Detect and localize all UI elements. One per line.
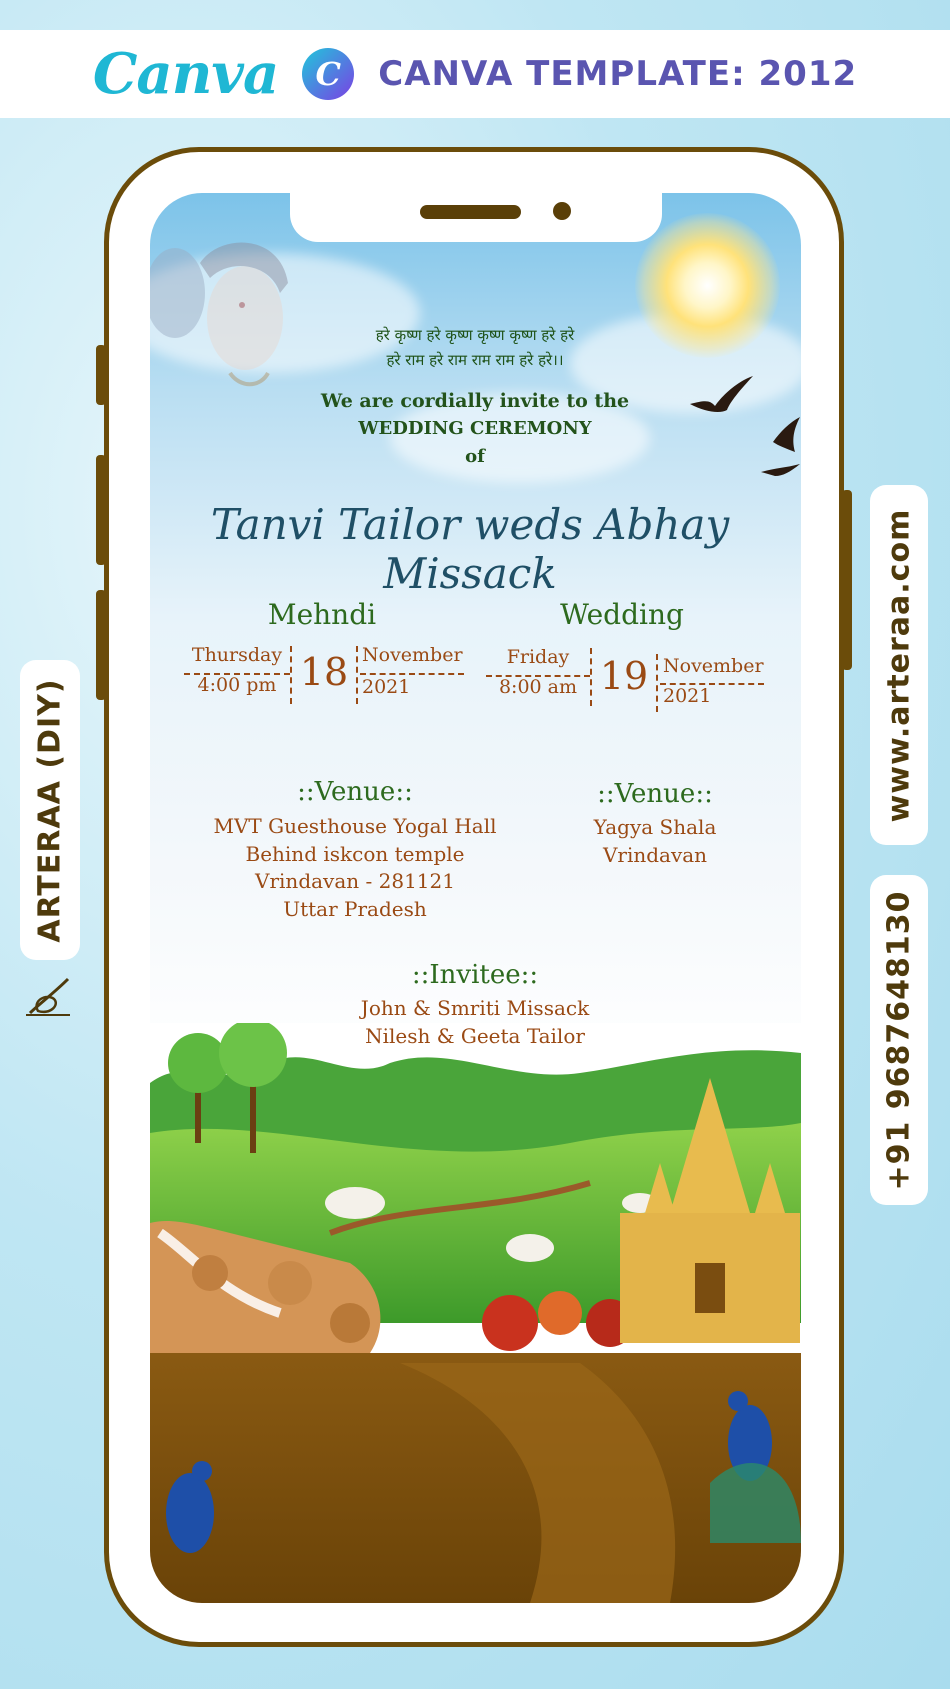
wedding-date: 19	[599, 654, 649, 698]
template-title: CANVA TEMPLATE: 2012	[378, 54, 858, 94]
wedding-venue-line: Vrindavan	[602, 843, 708, 867]
wedding-month: November	[663, 655, 764, 677]
wedding-venue-line: Yagya Shala	[593, 815, 717, 839]
wedding-venue-heading: ::Venue::	[597, 779, 713, 809]
wedding-day: Friday	[506, 646, 570, 668]
mehndi-month: November	[362, 644, 463, 666]
mehndi-venue-line: Vrindavan - 281121	[255, 869, 455, 893]
mantra-line-1: हरे कृष्ण हरे कृष्ण कृष्ण कृष्ण हरे हरे	[375, 326, 575, 344]
divider	[656, 654, 658, 712]
mehndi-day: Thursday	[191, 644, 283, 666]
invitee-name: Nilesh & Geeta Tailor	[365, 1024, 585, 1048]
landscape-illustration	[150, 1023, 801, 1603]
phone-text: +91 9687648130	[881, 889, 917, 1191]
divider	[360, 673, 464, 675]
event-wedding-title: Wedding	[560, 598, 684, 631]
mehndi-year: 2021	[362, 676, 411, 698]
krishna-radha-illustration	[150, 223, 290, 423]
mehndi-venue-heading: ::Venue::	[297, 777, 413, 807]
mehndi-date: 18	[299, 650, 349, 694]
couple-names: Tanvi Tailor weds Abhay Missack	[210, 500, 730, 598]
website-label	[870, 485, 928, 845]
mantra-line-2: हरे राम हरे राम राम राम हरे हरे।।	[386, 351, 564, 369]
phone-label	[870, 875, 928, 1205]
canva-logo: Canva	[92, 41, 279, 107]
phone-camera	[553, 202, 571, 220]
website-text: www.arteraa.com	[881, 508, 917, 822]
divider	[590, 648, 592, 706]
mehndi-venue-line: Behind iskcon temple	[245, 842, 465, 866]
event-mehndi-title: Mehndi	[267, 598, 377, 631]
mehndi-venue-line: Uttar Pradesh	[283, 897, 427, 921]
of-text: of	[465, 446, 485, 467]
wedding-time: 8:00 am	[498, 676, 578, 698]
birds-illustration	[685, 372, 805, 482]
header-bar	[0, 30, 950, 118]
canva-badge-icon: C	[302, 48, 354, 100]
ceremony-title: WEDDING CEREMONY	[358, 418, 592, 439]
invitee-name: John & Smriti Missack	[360, 996, 590, 1020]
phone-speaker	[420, 205, 521, 219]
brand-label-text: ARTERAA (DIY)	[32, 677, 68, 943]
divider	[356, 646, 358, 704]
mehndi-time: 4:00 pm	[197, 674, 277, 696]
invitee-heading: ::Invitee::	[411, 960, 539, 990]
mehndi-venue-line: MVT Guesthouse Yogal Hall	[213, 814, 497, 838]
arteraa-logo-icon	[24, 975, 72, 1019]
brand-label	[20, 660, 80, 960]
invite-line: We are cordially invite to the	[320, 390, 630, 412]
divider	[290, 646, 292, 704]
wedding-year: 2021	[663, 685, 712, 707]
